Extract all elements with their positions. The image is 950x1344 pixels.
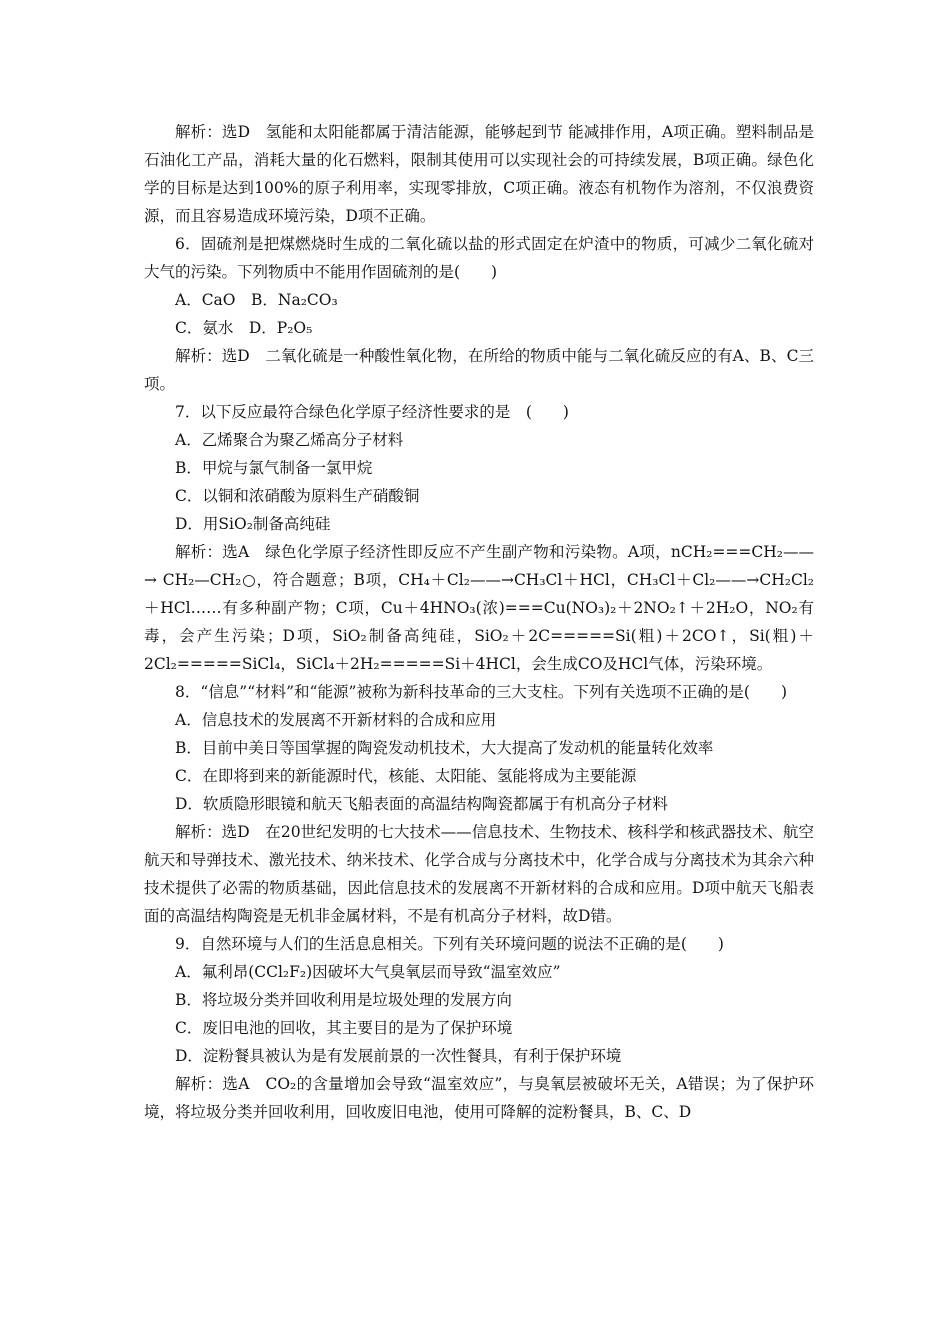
question-7: 7．以下反应最符合绿色化学原子经济性要求的是 ( ) <box>175 403 569 421</box>
question-9-option-b: B．将垃圾分类并回收利用是垃圾处理的发展方向 <box>175 991 512 1009</box>
question-7-option-d: D．用SiO₂制备高纯硅 <box>175 515 331 533</box>
question-8-option-a: A．信息技术的发展离不开新材料的合成和应用 <box>175 711 497 729</box>
analysis-9: 解析：选A CO₂的含量增加会导致“温室效应”，与臭氧层被破坏无关，A错误；为了保护环境，将垃圾分类并回收利用，回收废旧电池，使用可降解的淀粉餐具，B、C、D <box>144 1075 814 1121</box>
question-6-options-ab: A．CaO B．Na₂CO₃ <box>175 291 338 309</box>
question-9-option-c: C．废旧电池的回收，其主要目的是为了保护环境 <box>175 1019 513 1037</box>
analysis-5: 解析：选D 氢能和太阳能都属于清洁能源，能够起到节 能减排作用，A项正确。塑料制品是石油化工产品，消耗大量的化石燃料，限制其使用可以实现社会的可持续发展，B项正确。绿色化学的目标是达到100%的原子利用率，实现零排放，C项正确。液态有机物作为溶剂，不仅浪费资源，而且容易造成环境污染，D项不正确。 <box>144 123 814 225</box>
question-8: 8．“信息”“材料”和“能源”被称为新科技革命的三大支柱。下列有关选项不正确的是( ) <box>175 683 788 701</box>
question-7-option-c: C．以铜和浓硝酸为原料生产硝酸铜 <box>175 487 420 505</box>
question-8-option-b: B．目前中美日等国掌握的陶瓷发动机技术，大大提高了发动机的能量转化效率 <box>175 739 714 757</box>
analysis-8: 解析：选D 在20世纪发明的七大技术——信息技术、生物技术、核科学和核武器技术、航空航天和导弹技术、激光技术、纳米技术、化学合成与分离技术中，化学合成与分离技术为其余六种技术提供了必需的物质基础，因此信息技术的发展离不开新材料的合成和应用。D项中航天飞船表面的高温结构陶瓷是无机非金属材料，不是有机高分子材料，故D错。 <box>144 823 814 925</box>
question-7-option-a: A．乙烯聚合为聚乙烯高分子材料 <box>175 431 404 449</box>
question-9: 9．自然环境与人们的生活息息相关。下列有关环境问题的说法不正确的是( ) <box>175 935 724 953</box>
analysis-6: 解析：选D 二氧化硫是一种酸性氧化物，在所给的物质中能与二氧化硫反应的有A、B、C三项。 <box>144 347 814 393</box>
question-7-option-b: B．甲烷与氯气制备一氯甲烷 <box>175 459 373 477</box>
question-8-option-c: C．在即将到来的新能源时代，核能、太阳能、氢能将成为主要能源 <box>175 767 637 785</box>
analysis-7: 解析：选A 绿色化学原子经济性即反应不产生副产物和污染物。A项，nCH₂===CH₂——→ CH₂—CH₂○，符合题意；B项，CH₄＋Cl₂——→CH₃Cl＋HCl，CH₃Cl＋Cl₂——→CH₂Cl₂＋HCl……有多种副产物；C项，Cu＋4HNO₃(浓)===Cu(NO₃)₂＋2NO₂↑＋2H₂O，NO₂有毒，会产生污染；D项，SiO₂制备高纯硅，SiO₂＋2C=====Si(粗)＋2CO↑，Si(粗)＋2Cl₂=====SiCl₄，SiCl₄＋2H₂=====Si＋4HCl，会生成CO及HCl气体，污染环境。 <box>144 543 814 673</box>
question-6-options-cd: C．氨水 D．P₂O₅ <box>175 319 313 337</box>
question-6: 6．固硫剂是把煤燃烧时生成的二氧化硫以盐的形式固定在炉渣中的物质，可减少二氧化硫对大气的污染。下列物质中不能用作固硫剂的是( ) <box>144 235 814 281</box>
document-content <box>144 118 814 1126</box>
question-9-option-d: D．淀粉餐具被认为是有发展前景的一次性餐具，有利于保护环境 <box>175 1047 622 1065</box>
question-8-option-d: D．软质隐形眼镜和航天飞船表面的高温结构陶瓷都属于有机高分子材料 <box>175 795 668 813</box>
question-9-option-a: A．氟利昂(CCl₂F₂)因破坏大气臭氧层而导致“温室效应” <box>175 963 561 981</box>
